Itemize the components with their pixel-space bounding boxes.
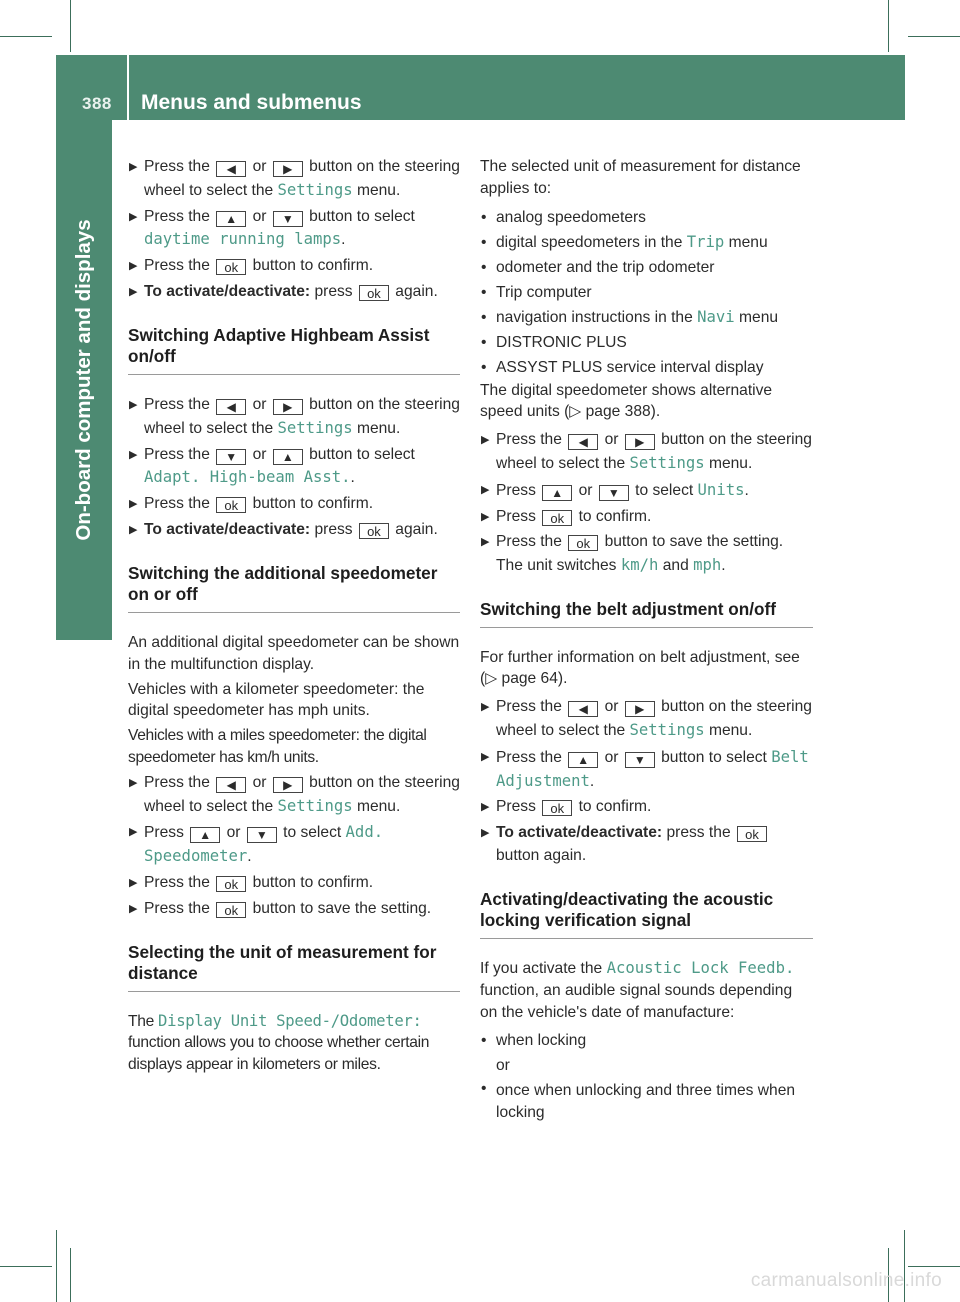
crop-mark: [0, 36, 52, 37]
right-key-icon: ▶: [273, 161, 303, 177]
list-connector: or: [496, 1057, 510, 1075]
crop-mark: [908, 36, 960, 37]
menu-item-name: Adapt. High-beam Asst.: [144, 468, 351, 487]
step: ▶ Press ▲ or ▼ to select Units.: [481, 480, 749, 500]
step-arrow-icon: ▶: [129, 448, 138, 461]
menu-name: Trip: [686, 232, 725, 251]
step-arrow-icon: ▶: [129, 210, 138, 223]
ok-key-icon: ok: [737, 826, 767, 842]
step: ▶ Press the ok button to confirm.: [128, 872, 460, 895]
section-heading: Selecting the unit of measurement for distance: [128, 942, 460, 992]
unit-name: km/h: [620, 556, 659, 575]
list-item: • Trip computer: [481, 283, 592, 301]
step-arrow-icon: ▶: [481, 827, 490, 840]
list-item: • analog speedometers: [481, 208, 646, 226]
step-arrow-icon: ▶: [481, 536, 490, 549]
section-heading: Switching Adaptive Highbeam Assist on/off: [128, 325, 460, 375]
function-name: Display Unit Speed-/Odometer:: [158, 1011, 422, 1030]
down-key-icon: ▼: [247, 827, 277, 843]
ok-key-icon: ok: [542, 800, 572, 816]
menu-item-name: Belt Adjustment: [496, 747, 809, 790]
up-key-icon: ▲: [273, 449, 303, 465]
menu-item-name: daytime running lamps: [144, 230, 342, 249]
step: ▶ Press the ok button to confirm.: [128, 493, 460, 516]
paragraph: The selected unit of measurement for distance applies to:: [480, 158, 801, 197]
paragraph: Vehicles with a kilometer speedometer: the digital speedometer has mph units.: [128, 680, 425, 720]
step-arrow-icon: ▶: [129, 161, 138, 173]
step-arrow-icon: ▶: [129, 902, 138, 915]
step-arrow-icon: ▶: [129, 398, 138, 411]
list-item: • DISTRONIC PLUS: [481, 333, 627, 351]
step: ▶ Press the ◀ or ▶ button on the steering wheel to select the Settings menu.: [129, 158, 460, 199]
ok-key-icon: ok: [542, 510, 572, 526]
watermark: carmanualsonline.info: [750, 1270, 942, 1291]
step: ▶ Press the ◀ or ▶ button on the steering wheel to select the Settings menu.: [481, 698, 812, 739]
up-key-icon: ▲: [542, 485, 572, 501]
ok-key-icon: ok: [216, 259, 246, 275]
list-item: • when locking: [481, 1032, 587, 1050]
step-arrow-icon: ▶: [129, 285, 138, 298]
menu-name: Settings: [277, 418, 353, 437]
menu-item-name: Add. Speedometer: [144, 823, 384, 866]
unit-name: mph: [693, 556, 722, 575]
step: ▶ To activate/deactivate: press ok again.: [128, 281, 460, 304]
step-arrow-icon: ▶: [129, 260, 138, 273]
paragraph: The digital speedometer shows alternative speed units (▷ page 388).: [480, 381, 773, 421]
step-arrow-icon: ▶: [481, 510, 490, 523]
step-arrow-icon: ▶: [129, 523, 138, 536]
crop-mark: [908, 1266, 960, 1267]
left-key-icon: ◀: [216, 161, 246, 177]
page-reference: ▷ page 388: [569, 403, 651, 421]
step: ▶ To activate/deactivate: press ok again.: [128, 519, 460, 542]
menu-name: Settings: [277, 796, 353, 815]
step: ▶ Press the ok button to save the setting.: [128, 898, 460, 921]
step-arrow-icon: ▶: [481, 434, 490, 447]
function-name: Acoustic Lock Feedb.: [606, 958, 795, 977]
up-key-icon: ▲: [568, 752, 598, 768]
page-title: Menus and submenus: [141, 91, 362, 114]
section-heading: Switching the belt adjustment on/off: [480, 599, 813, 628]
left-column: [128, 156, 460, 1079]
page-number: 388: [82, 94, 112, 113]
right-column: [480, 156, 813, 1124]
list-item: • odometer and the trip odometer: [481, 258, 715, 276]
step: ▶ Press the ◀ or ▶ button on the steering wheel to select the Settings menu.: [481, 431, 812, 472]
step: ▶ Press the ▲ or ▼ button to select Belt Adjustment.: [481, 747, 809, 790]
step: ▶ Press the ▲ or ▼ button to select daytime running lamps.: [129, 207, 415, 249]
ok-key-icon: ok: [359, 285, 389, 301]
left-key-icon: ◀: [216, 399, 246, 415]
paragraph: If you activate the Acoustic Lock Feedb. function, an audible signal sounds depending on the vehicle's date of manufacture:: [480, 958, 795, 1021]
right-key-icon: ▶: [273, 399, 303, 415]
left-key-icon: ◀: [568, 701, 598, 717]
step-arrow-icon: ▶: [129, 876, 138, 889]
ok-key-icon: ok: [216, 902, 246, 918]
step: ▶ Press ▲ or ▼ to select Add. Speedometer.: [129, 823, 384, 866]
paragraph: An additional digital speedometer can be shown in the multifunction display.: [128, 633, 460, 673]
section-heading: Switching the additional speedometer on or off: [128, 563, 460, 613]
down-key-icon: ▼: [599, 485, 629, 501]
crop-mark: [0, 1266, 52, 1267]
menu-name: Navi: [697, 307, 735, 326]
paragraph: For further information on belt adjustment, see (▷ page 64).: [480, 648, 800, 688]
right-key-icon: ▶: [273, 777, 303, 793]
step-arrow-icon: ▶: [481, 701, 490, 714]
list-item: • navigation instructions in the Navi menu: [481, 307, 779, 326]
down-key-icon: ▼: [216, 449, 246, 465]
paragraph: Vehicles with a miles speedometer: the digital speedometer has km/h units.: [128, 727, 427, 766]
step: ▶ Press the ok button to save the setting. The unit switches km/h and mph.: [481, 533, 784, 575]
right-key-icon: ▶: [625, 701, 655, 717]
menu-name: Settings: [629, 453, 705, 472]
crop-mark: [888, 0, 889, 52]
step-arrow-icon: ▶: [129, 498, 138, 511]
left-key-icon: ◀: [568, 434, 598, 450]
ok-key-icon: ok: [216, 876, 246, 892]
list-item: • digital speedometers in the Trip menu: [481, 232, 768, 251]
step-arrow-icon: ▶: [481, 801, 490, 814]
paragraph: The Display Unit Speed-/Odometer: function allows you to choose whether certain displays appear in kilometers or miles.: [128, 1011, 430, 1074]
step: ▶ Press the ok button to confirm.: [128, 255, 460, 278]
up-key-icon: ▲: [216, 211, 246, 227]
step: ▶ To activate/deactivate: press the ok button again.: [480, 822, 813, 868]
list-item: • once when unlocking and three times when locking: [481, 1080, 796, 1122]
down-key-icon: ▼: [625, 752, 655, 768]
right-key-icon: ▶: [625, 434, 655, 450]
list-item: • ASSYST PLUS service interval display: [481, 358, 764, 376]
page-reference: ▷ page 64: [485, 670, 558, 688]
menu-name: Settings: [629, 720, 705, 739]
ok-key-icon: ok: [216, 497, 246, 513]
side-tab-label: On-board computer and displays: [72, 219, 95, 541]
crop-mark: [56, 1230, 57, 1302]
ok-key-icon: ok: [568, 535, 598, 551]
step: ▶ Press ok to confirm.: [480, 796, 813, 819]
step: ▶ Press the ▼ or ▲ button to select Adapt. High-beam Asst..: [129, 445, 415, 487]
up-key-icon: ▲: [190, 827, 220, 843]
left-key-icon: ◀: [216, 777, 246, 793]
crop-mark: [70, 0, 71, 52]
menu-name: Settings: [277, 180, 353, 199]
header-separator: [127, 55, 129, 120]
step: ▶ Press the ◀ or ▶ button on the steering wheel to select the Settings menu.: [129, 773, 460, 815]
down-key-icon: ▼: [273, 211, 303, 227]
section-heading: Activating/deactivating the acoustic locking verification signal: [480, 889, 813, 939]
crop-mark: [70, 1248, 71, 1302]
step-arrow-icon: ▶: [481, 750, 490, 763]
step-arrow-icon: ▶: [129, 826, 138, 839]
ok-key-icon: ok: [359, 523, 389, 539]
step-arrow-icon: ▶: [129, 776, 138, 789]
menu-item-name: Units: [697, 480, 745, 499]
step: ▶ Press the ◀ or ▶ button on the steering wheel to select the Settings menu.: [129, 395, 460, 437]
step-arrow-icon: ▶: [481, 483, 490, 496]
step: ▶ Press ok to confirm.: [480, 506, 813, 529]
